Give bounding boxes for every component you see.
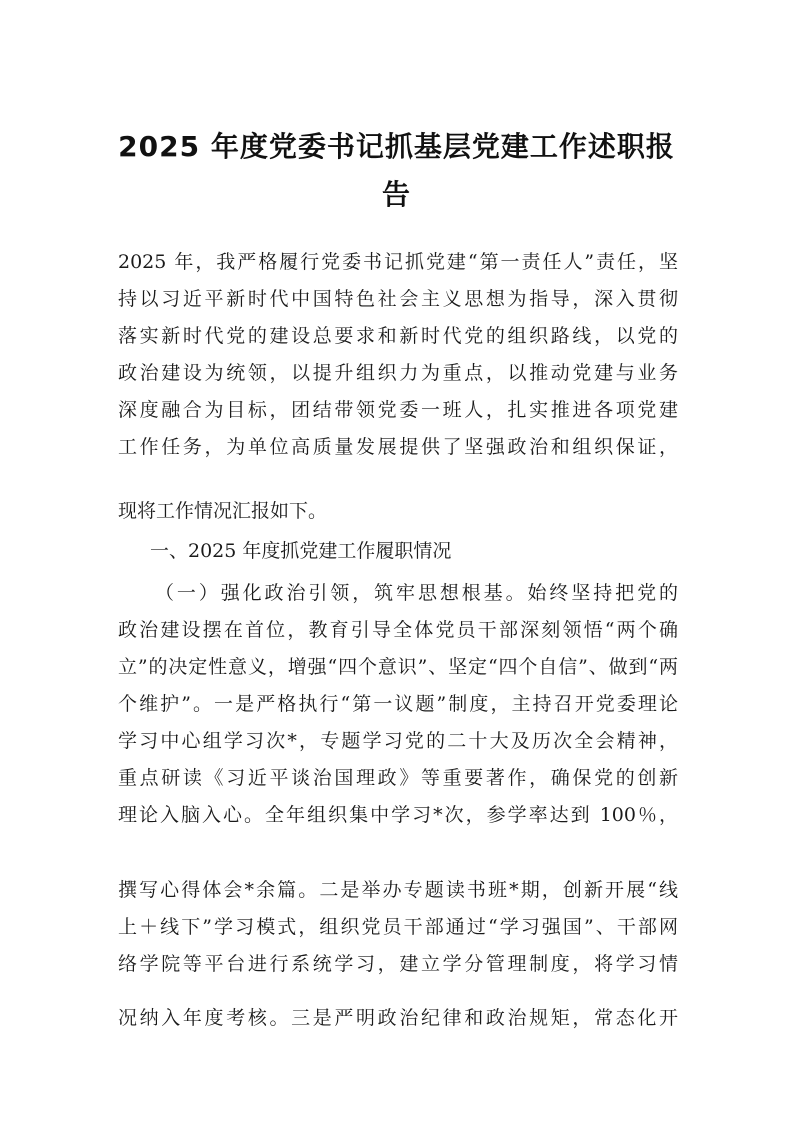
subsection-heading-line: （一）强化政治引领，筑牢思想根基。始终坚持把党的	[155, 582, 678, 604]
section-heading: 一、2025 年度抓党建工作履职情况	[150, 540, 452, 562]
body-text-line: 工作任务，为单位高质量发展提供了坚强政治和组织保证，	[118, 436, 678, 458]
body-text-line: 况纳入年度考核。三是严明政治纪律和政治规矩，常态化开	[118, 1007, 678, 1029]
body-text-line: 政治建设为统领，以提升组织力为重点，以推动党建与业务	[118, 362, 678, 384]
body-text-line: 个维护”。一是严格执行“第一议题”制度，主持召开党委理论	[118, 693, 678, 715]
body-text-line: 持以习近平新时代中国特色社会主义思想为指导，深入贯彻	[118, 288, 678, 310]
document-title-line-1: 2025 年度党委书记抓基层党建工作述职报	[118, 130, 675, 163]
body-text-line: 络学院等平台进行系统学习，建立学分管理制度，将学习情	[118, 953, 678, 975]
body-text-line: 2025 年，我严格履行党委书记抓党建“第一责任人”责任，坚	[118, 251, 678, 273]
body-text-line: 撰写心得体会*余篇。二是举办专题读书班*期，创新开展“线	[118, 879, 678, 901]
body-text-line: 立”的决定性意义，增强“四个意识”、坚定“四个自信”、做到“两	[118, 656, 678, 678]
body-text-line: 理论入脑入心。全年组织集中学习*次，参学率达到 100％，	[118, 804, 678, 826]
body-text-line: 深度融合为目标，团结带领党委一班人，扎实推进各项党建	[118, 399, 678, 421]
document-title-line-2: 告	[381, 178, 411, 211]
body-text-line: 重点研读《习近平谈治国理政》等重要著作，确保党的创新	[118, 767, 678, 789]
body-text-line: 政治建设摆在首位，教育引导全体党员干部深刻领悟“两个确	[118, 619, 678, 641]
body-text-line: 上＋线下”学习模式，组织党员干部通过“学习强国”、干部网	[118, 916, 678, 938]
body-text-line: 学习中心组学习次*，专题学习党的二十大及历次全会精神，	[118, 730, 678, 752]
body-text-line: 现将工作情况汇报如下。	[118, 500, 328, 522]
body-text-line: 落实新时代党的建设总要求和新时代党的组织路线，以党的	[118, 325, 678, 347]
